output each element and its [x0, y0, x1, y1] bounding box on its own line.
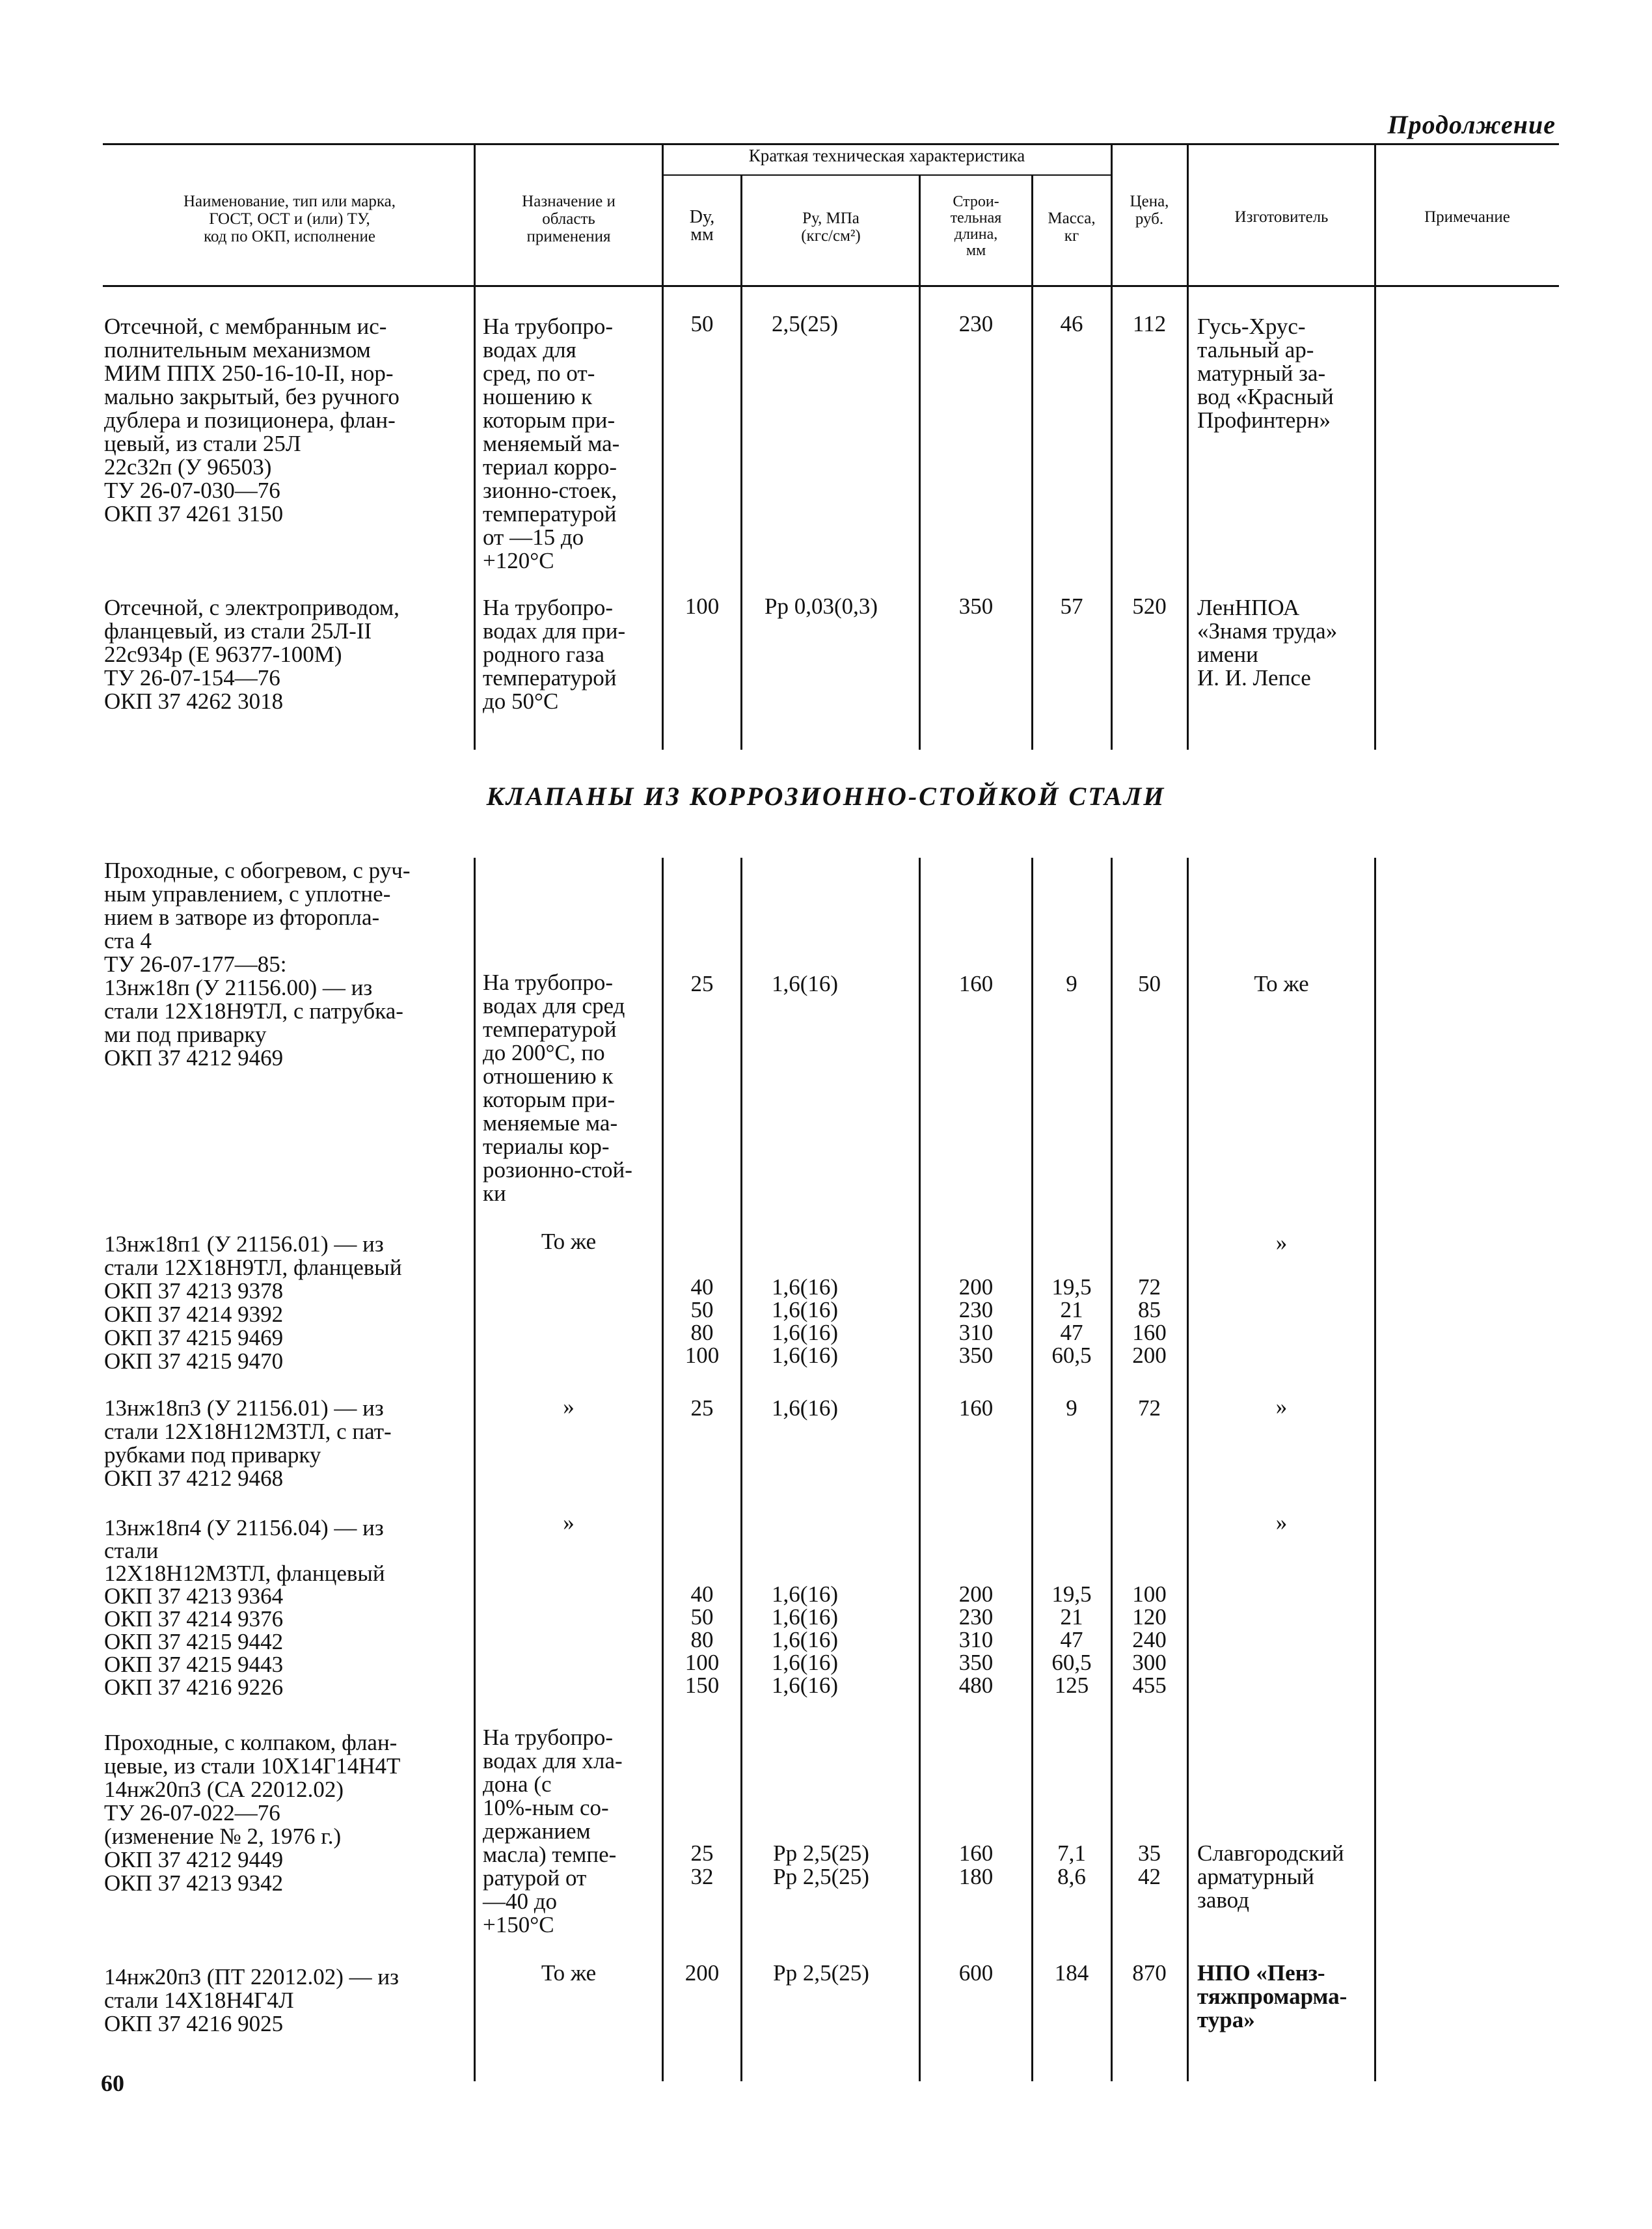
- table-row-dy: 40 50 80 100: [684, 1274, 720, 1368]
- body-divider-2a: [662, 286, 664, 750]
- header-maker-col: Изготовитель: [1234, 208, 1329, 226]
- table-row-dy: 40 50 80 100 150: [684, 1581, 720, 1698]
- table-row-length: 350: [958, 594, 994, 619]
- table-row-length: 230: [958, 311, 994, 336]
- table-row-purpose: То же: [541, 1960, 597, 1986]
- table-row-purpose: »: [563, 1510, 575, 1535]
- table-row-purpose: »: [563, 1394, 575, 1419]
- body-divider-5a: [1031, 286, 1033, 750]
- table-row-price: 35 42: [1138, 1840, 1161, 1889]
- body-divider-7a: [1187, 286, 1189, 750]
- header-note-col: Примечание: [1424, 208, 1510, 226]
- table-row-purpose: На трубопро- водах для хла- дона (с 10%-ным со- держанием масла) темпе- ратурой от —40 до +150°С: [483, 1725, 623, 1937]
- table-row-dy: 25: [690, 1395, 714, 1421]
- table-row-length: 160: [958, 971, 994, 996]
- table-row-mass: 7,1 8,6: [1057, 1840, 1086, 1889]
- header-length-col: Строи- тельная длина, мм: [950, 193, 1002, 259]
- table-row-pressure: 1,6(16) 1,6(16) 1,6(16) 1,6(16): [771, 1274, 839, 1368]
- header-bottom-rule: [103, 285, 1559, 287]
- body-divider-3b: [740, 858, 742, 2081]
- table-row-name: 13нж18п4 (У 21156.04) — из стали 12Х18Н12М3ТЛ, фланцевый ОКП 37 4213 9364 ОКП 37 4214 9376 ОКП 37 4215 9442 ОКП 37 4215 9443 ОКП 37 4216 9226: [104, 1515, 385, 1700]
- table-row-maker: То же: [1254, 971, 1309, 996]
- header-tech-group: Краткая техническая характеристика: [748, 146, 1025, 165]
- table-row-dy: 100: [684, 594, 720, 619]
- table-row-price: 870: [1132, 1960, 1167, 1986]
- table-row-price: 50: [1138, 971, 1161, 996]
- table-row-name: 13нж18п3 (У 21156.01) — из стали 12Х18Н12М3ТЛ, с пат- рубками под приварку ОКП 37 4212 9468: [104, 1395, 392, 1491]
- table-row-price: 520: [1132, 594, 1167, 619]
- body-divider-1a: [474, 286, 476, 750]
- table-row-price: 112: [1132, 311, 1167, 336]
- body-divider-4b: [919, 858, 921, 2081]
- table-row-pressure: Pр 2,5(25): [773, 1960, 869, 1986]
- table-row-maker: ЛенНПОА «Знамя труда» имени И. И. Лепсе: [1197, 595, 1338, 691]
- table-row-maker: »: [1275, 1394, 1288, 1419]
- table-row-pressure: 2,5(25): [771, 311, 839, 336]
- table-row-length: 200 230 310 350 480: [958, 1581, 994, 1698]
- table-row-name: Проходные, с колпаком, флан- цевые, из стали 10Х14Г14Н4Т 14нж20п3 (СА 22012.02) ТУ 26-07-022—76 (изменение № 2, 1976 г.) ОКП 37 4212 9449 ОКП 37 4213 9342: [104, 1730, 401, 1896]
- body-divider-7b: [1187, 858, 1189, 2081]
- table-row-pressure: 1,6(16): [771, 1395, 839, 1421]
- table-row-maker: НПО «Пенз- тяжпромарма- тура»: [1197, 1960, 1347, 2032]
- header-price-col: Цена, руб.: [1130, 193, 1169, 228]
- table-row-dy: 25: [690, 971, 714, 996]
- table-row-length: 200 230 310 350: [958, 1274, 994, 1368]
- header-purpose-col: Назначение и область применения: [522, 193, 616, 245]
- page-number: 60: [101, 2070, 124, 2096]
- table-row-name: Проходные, с обогревом, с руч- ным управлением, с уплотне- нием в затворе из фторопла- ста 4 ТУ 26-07-177—85: 13нж18п (У 21156.00) — из стали 12Х18Н9ТЛ, с патрубка- ми под приварку ОКП 37 4212 9469: [104, 858, 411, 1071]
- table-row-pressure: 1,6(16): [771, 971, 839, 996]
- table-row-purpose: На трубопро- водах для сред температурой до 200°С, по отношению к которым при- меняемые ма- териалы кор- розионно-стой- ки: [483, 970, 632, 1206]
- table-row-maker: Славгородский арматурный завод: [1197, 1840, 1344, 1913]
- table-row-mass: 19,5 21 47 60,5: [1051, 1274, 1092, 1368]
- table-row-name: 13нж18п1 (У 21156.01) — из стали 12Х18Н9ТЛ, фланцевый ОКП 37 4213 9378 ОКП 37 4214 9392 ОКП 37 4215 9469 ОКП 37 4215 9470: [104, 1231, 402, 1374]
- table-row-name: Отсечной, с мембранным ис- полнительным механизмом МИМ ППХ 250-16-10-II, нор- мально закрытый, без ручного дублера и позиционера, флан- цевый, из стали 25Л 22с32п (У 96503) ТУ 26-07-030—76 ОКП 37 4261 3150: [104, 314, 399, 526]
- table-row-mass: 57: [1060, 594, 1083, 619]
- table-row-pressure: 1,6(16) 1,6(16) 1,6(16) 1,6(16) 1,6(16): [771, 1581, 839, 1698]
- body-divider-6b: [1111, 858, 1113, 2081]
- header-divider-1: [474, 143, 476, 286]
- table-row-mass: 9: [1066, 1395, 1077, 1421]
- table-row-dy: 25 32: [690, 1840, 714, 1889]
- table-row-maker: Гусь-Хрус- тальный ар- матурный за- вод «Красный Профинтерн»: [1197, 314, 1334, 433]
- table-row-dy: 200: [684, 1960, 720, 1986]
- table-row-purpose: То же: [541, 1229, 597, 1254]
- table-row-length: 160 180: [958, 1840, 994, 1889]
- body-divider-6a: [1111, 286, 1113, 750]
- table-row-maker: »: [1275, 1510, 1288, 1535]
- header-top-rule: [103, 143, 1559, 145]
- header-divider-7: [1187, 143, 1189, 286]
- table-row-price: 72: [1138, 1395, 1161, 1421]
- table-row-price: 72 85 160 200: [1132, 1274, 1167, 1368]
- tech-group-rule: [662, 174, 1111, 176]
- header-mass-col: Масса, кг: [1048, 210, 1096, 245]
- table-row-purpose: На трубопро- водах для при- родного газа температурой до 50°С: [483, 595, 626, 714]
- table-row-name: 14нж20п3 (ПТ 22012.02) — из стали 14Х18Н4Г4Л ОКП 37 4216 9025: [104, 1964, 399, 2036]
- table-row-pressure: Pр 2,5(25) Pр 2,5(25): [773, 1840, 869, 1889]
- body-divider-1b: [474, 858, 476, 2081]
- header-dy-col: Dу, мм: [689, 207, 715, 245]
- table-row-name: Отсечной, с электроприводом, фланцевый, из стали 25Л-II 22с934р (Е 96377-100М) ТУ 26-07-154—76 ОКП 37 4262 3018: [104, 595, 399, 714]
- body-divider-2b: [662, 858, 664, 2081]
- header-pressure-col: Pу, МПа (кгс/см²): [801, 210, 861, 245]
- body-divider-8b: [1374, 858, 1376, 2081]
- continuation-label: Продолжение: [1387, 110, 1556, 139]
- table-row-price: 100 120 240 300 455: [1132, 1581, 1167, 1698]
- body-divider-3a: [740, 286, 742, 750]
- table-row-mass: 46: [1060, 311, 1083, 336]
- table-row-length: 160: [958, 1395, 994, 1421]
- table-row-purpose: На трубопро- водах для сред, по от- ношению к которым при- меняемый ма- териал корро- зионно-стоек, температурой от —15 до +120°С: [483, 314, 620, 573]
- body-divider-8a: [1374, 286, 1376, 750]
- table-row-length: 600: [958, 1960, 994, 1986]
- table-row-mass: 9: [1066, 971, 1077, 996]
- header-divider-3: [740, 174, 742, 286]
- table-row-maker: »: [1275, 1230, 1288, 1255]
- table-row-mass: 19,5 21 47 60,5 125: [1051, 1581, 1092, 1698]
- section-title: КЛАПАНЫ ИЗ КОРРОЗИОННО-СТОЙКОЙ СТАЛИ: [486, 782, 1166, 811]
- header-name-col: Наименование, тип или марка, ГОСТ, ОСТ и (или) ТУ, код по ОКП, исполнение: [183, 193, 396, 245]
- table-row-dy: 50: [690, 311, 714, 336]
- body-divider-4a: [919, 286, 921, 750]
- table-row-pressure: Pр 0,03(0,3): [764, 594, 878, 619]
- table-row-mass: 184: [1054, 1960, 1089, 1986]
- body-divider-5b: [1031, 858, 1033, 2081]
